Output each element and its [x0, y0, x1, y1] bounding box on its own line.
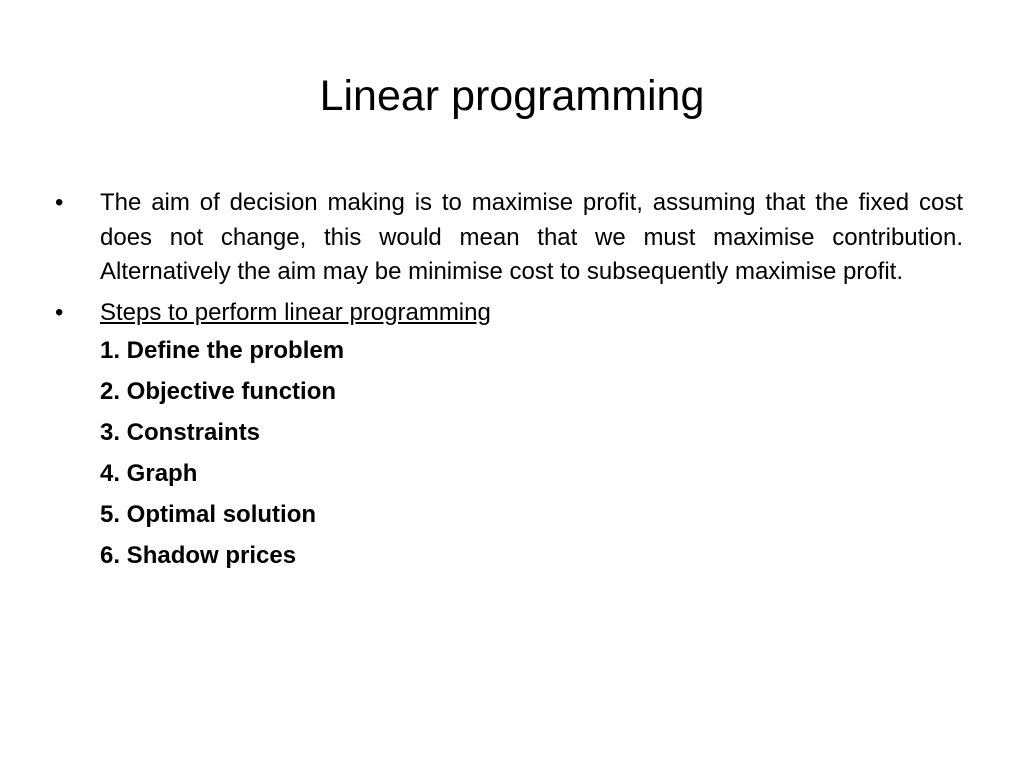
step-shadow-prices: 6. Shadow prices	[100, 542, 297, 569]
steps-heading-text: Steps to perform linear programming	[100, 298, 491, 326]
bullet-dot-icon: •	[55, 189, 64, 216]
step-graph: 4. Graph	[100, 460, 198, 487]
bullet-steps-heading	[55, 296, 963, 331]
bullet-aim	[55, 186, 963, 290]
step-constraints: 3. Constraints	[100, 419, 261, 446]
slide-title: Linear programming	[319, 72, 705, 120]
steps-list	[55, 330, 963, 576]
step-objective-function: 2. Objective function	[100, 378, 337, 405]
bullet-dot-icon: •	[55, 298, 64, 326]
bullet-aim-text: The aim of decision making is to maximise profit, assuming that the fixed cost does not change, this would mean that we must maximise contribution. Alternatively the aim may be minimise cost to subsequently maximise profit.	[100, 189, 963, 285]
step-optimal-solution: 5. Optimal solution	[100, 501, 317, 528]
slide-content	[55, 186, 963, 576]
step-define-problem: 1. Define the problem	[100, 337, 345, 364]
